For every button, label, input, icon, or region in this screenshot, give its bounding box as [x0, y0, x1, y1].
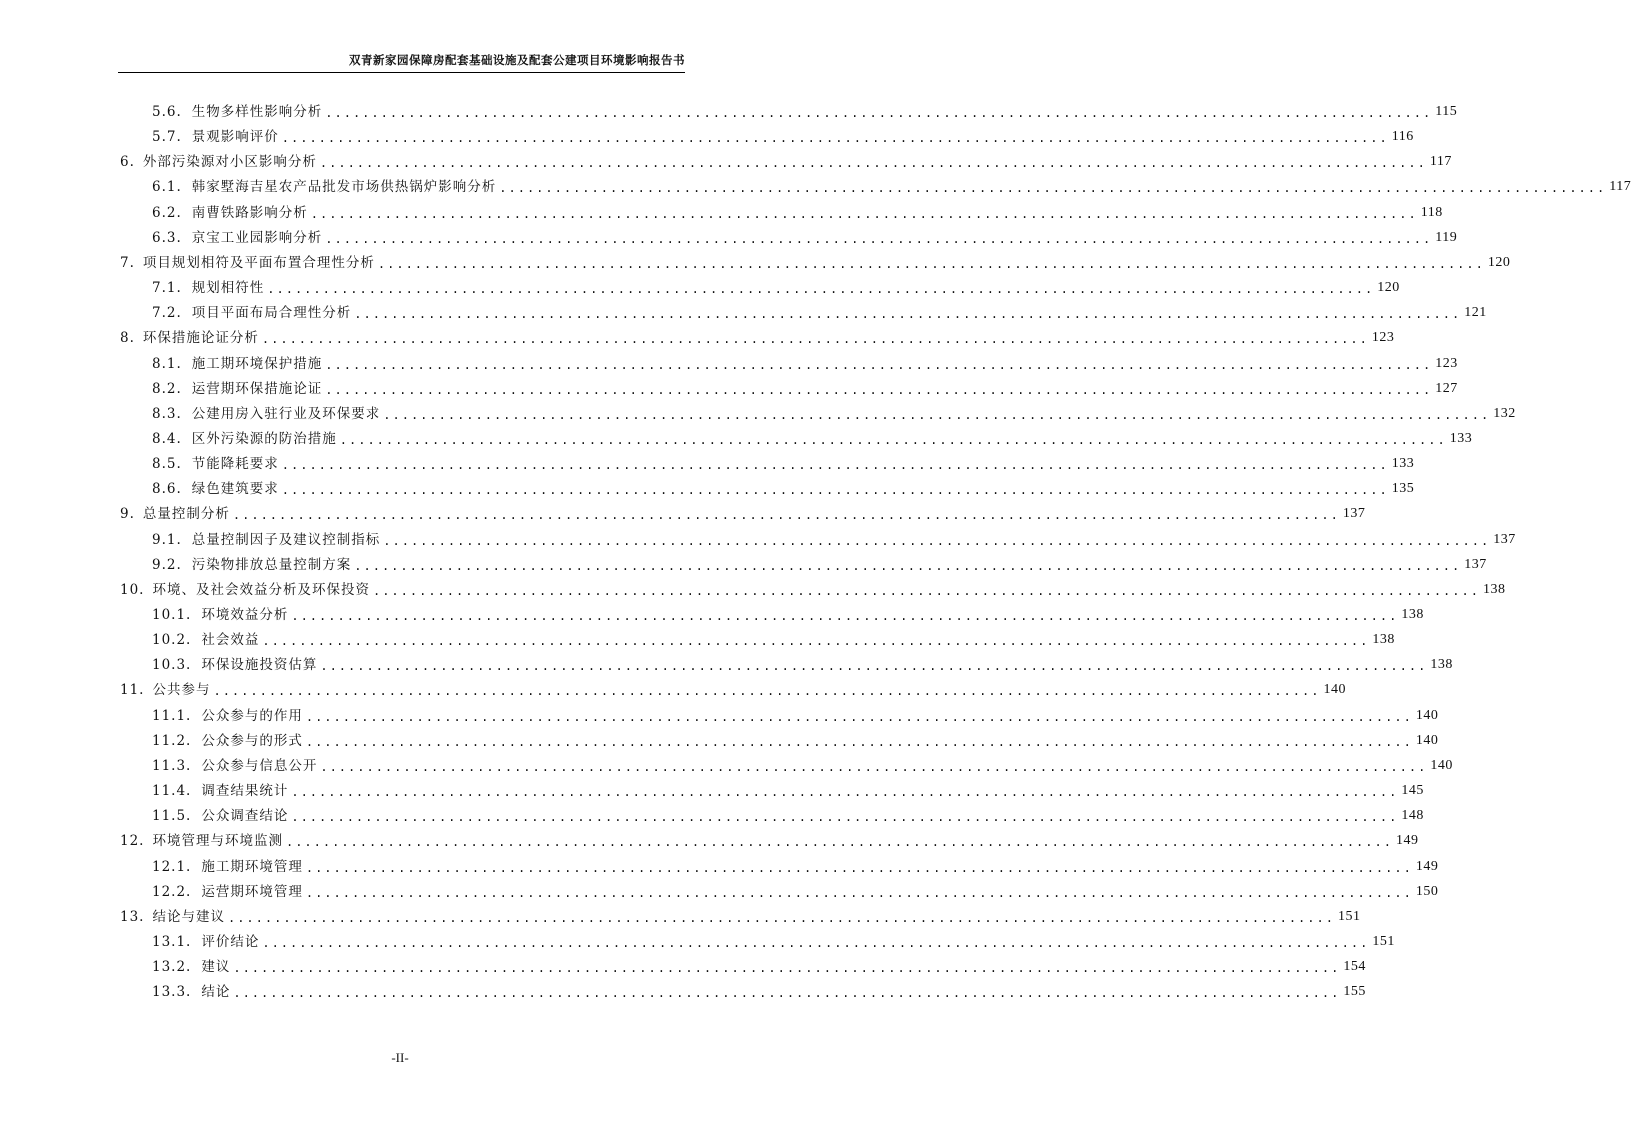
toc-leader-dots: ........................................................................................................................	[281, 458, 1389, 473]
toc-entry-number: 10.2.	[152, 632, 192, 649]
toc-leader-dots: ........................................................................................................................	[305, 709, 1413, 724]
toc-entry-title: 建议	[201, 959, 231, 976]
toc-entry-title: 公共参与	[152, 682, 211, 699]
toc-entry-title: 调查结果统计	[201, 783, 289, 800]
toc-entry-title: 污染物排放总量控制方案	[191, 556, 352, 573]
toc-entry-page: 120	[1377, 280, 1400, 296]
toc-entry-page: 121	[1464, 305, 1487, 321]
toc-entry-page: 137	[1464, 556, 1487, 572]
toc-entry-page: 135	[1391, 481, 1415, 497]
toc-entry[interactable]	[152, 452, 1415, 473]
toc-leader-dots: ........................................................................................................................	[339, 432, 1447, 447]
toc-entry-number: 6.1.	[152, 179, 182, 196]
toc-entry-page: 137	[1342, 506, 1366, 522]
toc-entry-page: 140	[1430, 757, 1453, 773]
toc-entry-title: 项目平面布局合理性分析	[191, 305, 352, 322]
toc-leader-dots: ........................................................................................................................	[499, 181, 1607, 196]
toc-leader-dots: ........................................................................................................................	[305, 860, 1413, 875]
toc-entry-number: 8.6.	[152, 481, 182, 498]
toc-entry[interactable]	[120, 578, 1506, 598]
toc-entry-page: 120	[1487, 254, 1511, 270]
toc-entry-page: 115	[1435, 104, 1458, 119]
toc-entry-page: 137	[1493, 531, 1516, 547]
toc-entry[interactable]	[152, 402, 1516, 422]
toc-entry-title: 评价结论	[201, 933, 260, 950]
toc-entry-title: 总量控制因子及建议控制指标	[191, 531, 381, 548]
toc-entry-page: 140	[1323, 682, 1346, 698]
toc-entry-title: 项目规划相符及平面布置合理性分析	[142, 254, 375, 271]
toc-entry-page: 154	[1343, 959, 1366, 975]
toc-entry-page: 123	[1435, 355, 1458, 371]
toc-entry[interactable]	[152, 628, 1395, 649]
toc-entry-page: 140	[1415, 707, 1439, 723]
toc-entry-title: 运营期环境管理	[201, 883, 303, 900]
toc-entry[interactable]	[120, 829, 1419, 850]
toc-entry-number: 11.4.	[152, 783, 192, 800]
toc-entry-title: 公众调查结论	[201, 808, 289, 825]
toc-leader-dots: ........................................................................................................................	[267, 282, 1375, 297]
toc-entry[interactable]	[152, 754, 1453, 774]
toc-entry-number: 8.4.	[152, 430, 182, 447]
header-rule	[118, 72, 685, 73]
toc-entry-title: 公众参与的形式	[201, 732, 303, 749]
toc-entry[interactable]	[120, 326, 1395, 347]
toc-entry-number: 10.1.	[152, 607, 192, 623]
toc-entry-page: 140	[1415, 732, 1439, 748]
toc-entry[interactable]	[152, 175, 1631, 196]
toc-entry-title: 公众参与信息公开	[201, 757, 318, 774]
toc-entry-number: 6.	[120, 154, 135, 171]
toc-entry-number: 13.1.	[152, 933, 192, 950]
toc-entry[interactable]	[152, 603, 1424, 623]
toc-entry[interactable]	[152, 201, 1443, 221]
toc-entry-number: 11.1.	[152, 707, 192, 724]
toc-entry-title: 社会效益	[201, 632, 260, 649]
toc-entry-page: 149	[1415, 858, 1439, 874]
toc-entry-number: 8.5.	[152, 456, 182, 473]
toc-entry-title: 外部污染源对小区影响分析	[142, 154, 317, 171]
toc-entry[interactable]	[152, 930, 1395, 950]
toc-entry-number: 5.6.	[152, 104, 182, 120]
toc-leader-dots: ........................................................................................................................	[227, 910, 1335, 925]
toc-leader-dots: ........................................................................................................................	[319, 156, 1427, 171]
toc-leader-dots: ........................................................................................................................	[291, 609, 1399, 623]
toc-entry-page: 119	[1435, 229, 1458, 245]
toc-leader-dots: ........................................................................................................................	[285, 835, 1393, 850]
toc-entry-title: 总量控制分析	[142, 506, 230, 523]
toc-entry-title: 施工期环境保护措施	[191, 355, 323, 372]
toc-leader-dots: ........................................................................................................................	[325, 106, 1433, 120]
toc-entry-page: 148	[1401, 808, 1424, 824]
toc-leader-dots: ........................................................................................................................	[354, 558, 1462, 573]
toc-entry-title: 环保措施论证分析	[142, 330, 259, 347]
toc-entry-page: 149	[1395, 833, 1419, 849]
toc-entry-page: 117	[1429, 154, 1452, 170]
toc-entry-number: 8.1.	[152, 355, 182, 372]
toc-entry[interactable]	[152, 855, 1439, 875]
toc-entry-number: 11.5.	[152, 808, 192, 825]
toc-entry-number: 9.	[120, 506, 135, 523]
toc-entry-page: 133	[1449, 430, 1473, 446]
toc-entry-number: 10.3.	[152, 657, 192, 674]
toc-entry-page: 150	[1415, 883, 1439, 899]
toc-entry-number: 11.2.	[152, 732, 192, 749]
toc-leader-dots: ........................................................................................................................	[325, 357, 1433, 372]
toc-entry[interactable]	[152, 528, 1516, 548]
toc-entry-number: 12.1.	[152, 858, 192, 875]
toc-entry-number: 8.	[120, 330, 135, 347]
toc-entry[interactable]	[152, 125, 1414, 146]
toc-entry[interactable]	[152, 880, 1439, 900]
toc-entry[interactable]	[152, 653, 1453, 674]
toc-leader-dots: ........................................................................................................................	[325, 382, 1433, 397]
toc-entry-number: 11.	[120, 682, 145, 699]
toc-leader-dots: ........................................................................................................................	[325, 231, 1433, 246]
toc-entry[interactable]	[152, 427, 1473, 447]
toc-entry[interactable]	[152, 779, 1424, 800]
toc-entry[interactable]	[152, 226, 1458, 246]
toc-entry[interactable]	[152, 352, 1458, 372]
toc-entry-number: 9.2.	[152, 556, 182, 573]
toc-entry-page: 138	[1401, 607, 1424, 622]
toc-entry-page: 151	[1337, 908, 1361, 924]
toc-entry[interactable]	[152, 704, 1439, 724]
toc-entry-title: 结论与建议	[152, 908, 225, 925]
toc-entry-title: 生物多样性影响分析	[191, 104, 323, 120]
toc-leader-dots: ........................................................................................................................	[310, 206, 1418, 221]
toc-entry[interactable]	[152, 804, 1424, 825]
toc-entry-number: 13.	[120, 908, 145, 925]
toc-leader-dots: ........................................................................................................................	[377, 256, 1485, 271]
toc-entry-title: 环境、及社会效益分析及环保投资	[152, 581, 370, 598]
toc-leader-dots: ........................................................................................................................	[354, 307, 1462, 322]
toc-entry-title: 韩家墅海吉星农产品批发市场供热锅炉影响分析	[191, 179, 497, 196]
toc-entry-page: 151	[1372, 933, 1395, 949]
toc-entry[interactable]	[152, 955, 1366, 976]
toc-entry-number: 7.2.	[152, 305, 182, 322]
toc-entry-title: 区外污染源的防治措施	[191, 430, 337, 447]
toc-entry-page: 116	[1391, 129, 1414, 145]
toc-entry[interactable]	[120, 502, 1366, 523]
toc-entry[interactable]	[152, 377, 1458, 397]
toc-leader-dots: ........................................................................................................................	[281, 483, 1389, 498]
toc-leader-dots: ........................................................................................................................	[372, 583, 1480, 598]
toc-leader-dots: ........................................................................................................................	[232, 508, 1340, 523]
toc-leader-dots: ........................................................................................................................	[383, 533, 1491, 548]
toc-entry-page: 138	[1430, 657, 1453, 673]
toc-entry-number: 11.3.	[152, 757, 192, 774]
toc-entry-page: 155	[1343, 984, 1366, 1000]
toc-entry-title: 施工期环境管理	[201, 858, 303, 875]
toc-entry[interactable]	[152, 301, 1487, 322]
toc-entry[interactable]	[152, 729, 1439, 749]
toc-entry-page: 132	[1493, 405, 1516, 421]
toc-leader-dots: ........................................................................................................................	[213, 684, 1321, 699]
running-header: 双青新家园保障房配套基础设施及配套公建项目环境影响报告书	[349, 53, 685, 67]
toc-entry[interactable]	[152, 477, 1415, 498]
toc-entry-title: 规划相符性	[191, 280, 265, 297]
toc-leader-dots: ........................................................................................................................	[291, 810, 1399, 825]
toc-leader-dots: ........................................................................................................................	[291, 785, 1399, 800]
toc-entry-title: 结论	[201, 984, 231, 1001]
toc-entry-number: 13.3.	[152, 984, 192, 1001]
toc-entry-title: 景观影响评价	[191, 129, 279, 146]
toc-entry-number: 13.2.	[152, 959, 192, 976]
toc-leader-dots: ........................................................................................................................	[233, 961, 1341, 976]
toc-leader-dots: ........................................................................................................................	[383, 407, 1491, 422]
toc-entry-title: 运营期环保措施论证	[191, 380, 323, 397]
toc-entry[interactable]	[120, 150, 1452, 171]
toc-entry-page: 133	[1391, 456, 1415, 472]
toc-entry[interactable]	[120, 678, 1346, 699]
toc-entry-title: 环境效益分析	[201, 607, 289, 623]
toc-leader-dots: ........................................................................................................................	[305, 734, 1413, 749]
toc-entry-page: 145	[1401, 783, 1424, 799]
toc-leader-dots: ........................................................................................................................	[261, 332, 1369, 347]
toc-entry[interactable]	[152, 553, 1487, 573]
toc-entry-title: 节能降耗要求	[191, 456, 279, 473]
toc-leader-dots: ........................................................................................................................	[262, 935, 1370, 950]
toc-entry-number: 9.1.	[152, 531, 182, 548]
toc-entry-title: 京宝工业园影响分析	[191, 229, 323, 246]
toc-entry-number: 7.	[120, 254, 135, 271]
toc-leader-dots: ........................................................................................................................	[233, 986, 1341, 1001]
toc-entry-page: 118	[1420, 204, 1443, 220]
toc-entry-page: 117	[1609, 179, 1631, 195]
toc-entry-number: 10.	[120, 581, 145, 598]
toc-entry-number: 6.2.	[152, 204, 182, 221]
toc-entry-page: 123	[1371, 330, 1395, 346]
toc-entry-number: 6.3.	[152, 229, 182, 246]
toc-entry-title: 公建用房入驻行业及环保要求	[191, 405, 381, 422]
toc-entry-title: 环境管理与环境监测	[152, 833, 283, 850]
toc-entry-number: 8.3.	[152, 405, 182, 422]
toc-leader-dots: ........................................................................................................................	[281, 131, 1389, 146]
page-number: -II-	[391, 1050, 409, 1065]
toc-entry[interactable]	[152, 100, 1458, 120]
toc-entry-page: 138	[1372, 632, 1395, 648]
toc-entry[interactable]	[120, 905, 1361, 925]
toc-entry-title: 环保设施投资估算	[201, 657, 318, 674]
toc-entry-title: 公众参与的作用	[201, 707, 303, 724]
toc-leader-dots: ........................................................................................................................	[320, 759, 1428, 774]
toc-entry-number: 5.7.	[152, 129, 182, 146]
toc-entry-page: 138	[1482, 581, 1506, 597]
toc-entry-title: 绿色建筑要求	[191, 481, 279, 498]
toc-entry-title: 南曹铁路影响分析	[191, 204, 308, 221]
toc-entry[interactable]	[152, 276, 1400, 297]
toc-entry-number: 7.1.	[152, 280, 182, 297]
toc-entry-number: 8.2.	[152, 380, 182, 397]
toc-entry-number: 12.2.	[152, 883, 192, 900]
toc-entry[interactable]	[152, 980, 1366, 1001]
toc-leader-dots: ........................................................................................................................	[320, 659, 1428, 674]
toc-entry-number: 12.	[120, 833, 145, 850]
toc-entry-page: 127	[1435, 380, 1458, 396]
toc-entry[interactable]	[120, 251, 1511, 271]
toc-leader-dots: ........................................................................................................................	[305, 885, 1413, 900]
toc-leader-dots: ........................................................................................................................	[262, 634, 1370, 649]
